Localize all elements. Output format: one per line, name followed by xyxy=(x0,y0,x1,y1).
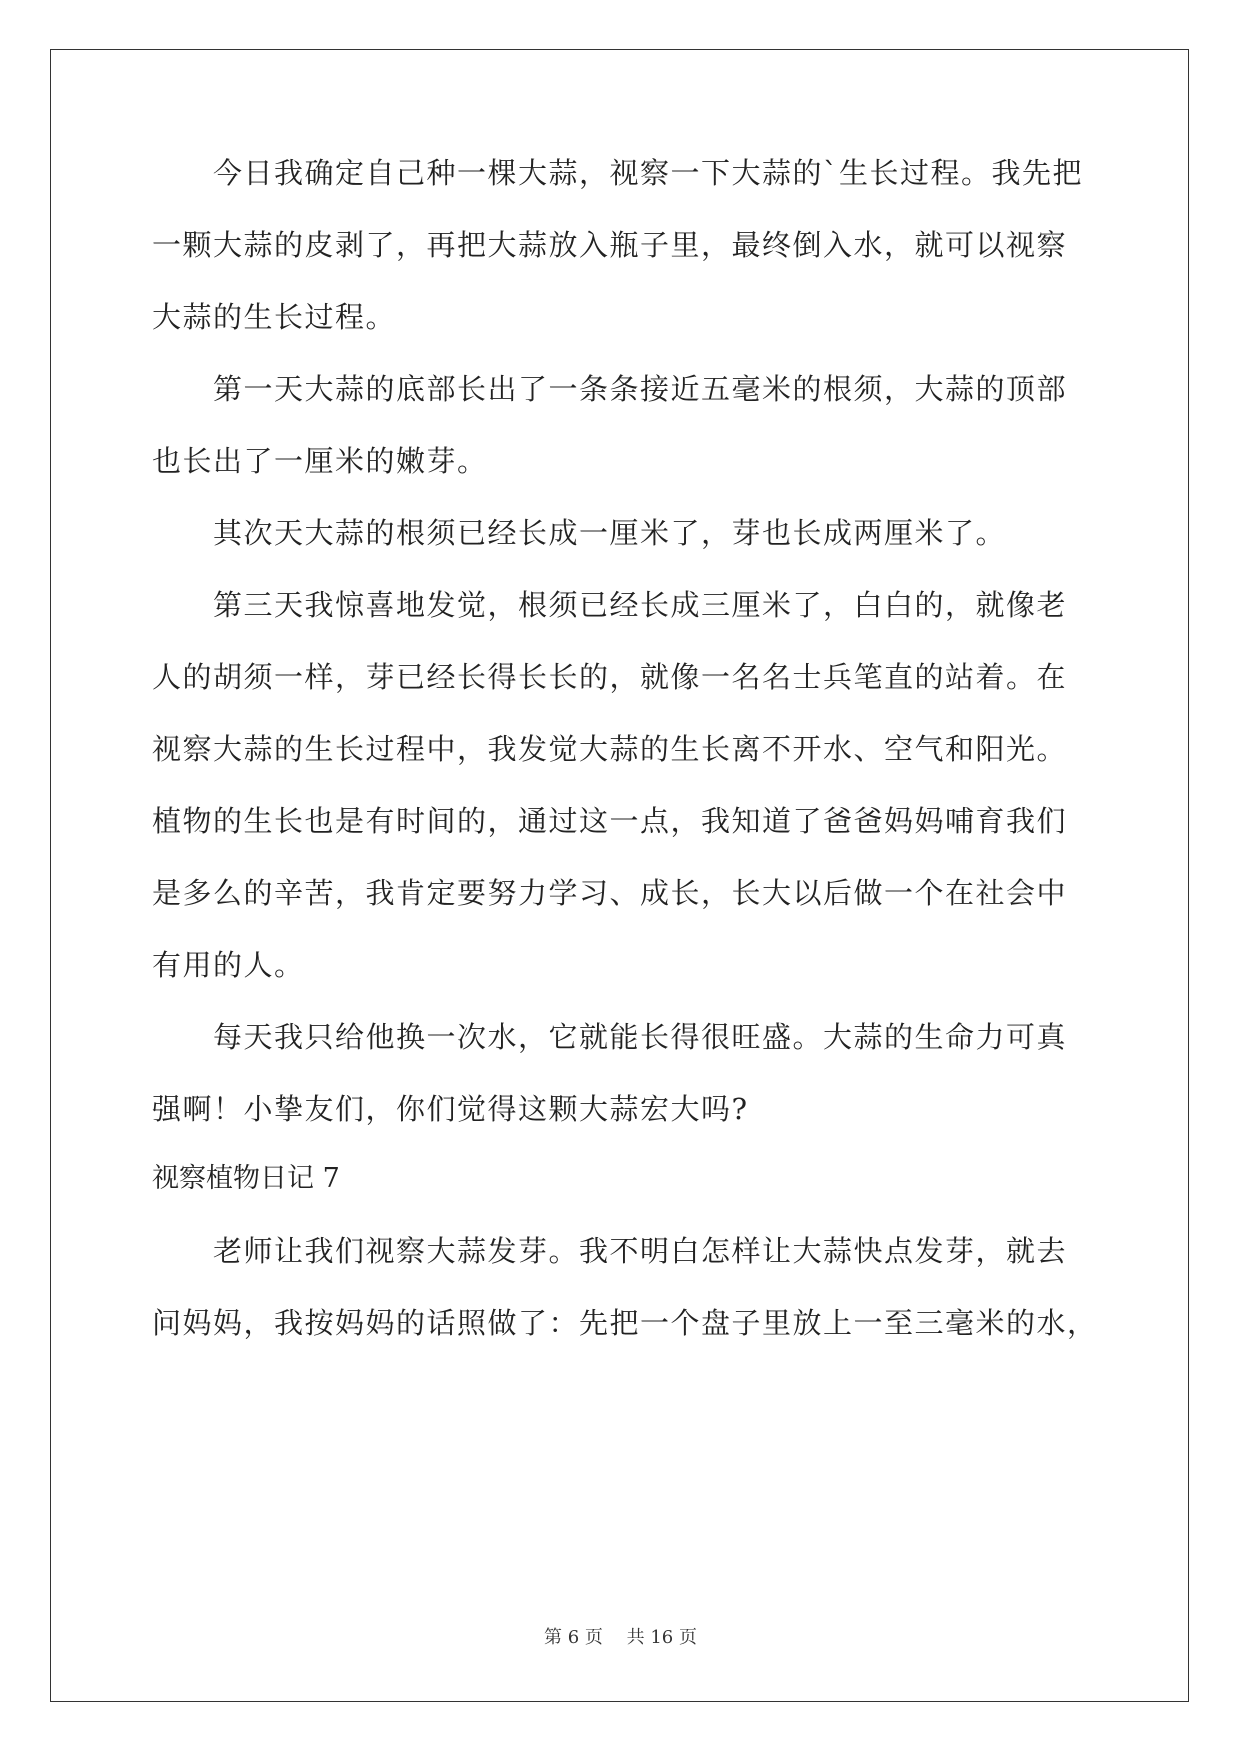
paragraph-line: 问妈妈，我按妈妈的话照做了：先把一个盘子里放上一至三毫米的水， xyxy=(152,1306,1098,1340)
paragraph-line: 其次天大蒜的根须已经长成一厘米了，芽也长成两厘米了。 xyxy=(152,516,1007,550)
paragraph-line: 也长出了一厘米的嫩芽。 xyxy=(152,444,488,478)
paragraph-line: 一颗大蒜的皮剥了，再把大蒜放入瓶子里，最终倒入水，就可以视察 xyxy=(152,228,1068,262)
paragraph-line: 视察大蒜的生长过程中，我发觉大蒜的生长离不开水、空气和阳光。 xyxy=(152,732,1068,766)
paragraph-line: 大蒜的生长过程。 xyxy=(152,300,397,334)
paragraph-line: 第三天我惊喜地发觉，根须已经长成三厘米了，白白的，就像老 xyxy=(152,588,1068,622)
paragraph-line: 有用的人。 xyxy=(152,948,305,982)
paragraph-line: 是多么的辛苦，我肯定要努力学习、成长，长大以后做一个在社会中 xyxy=(152,876,1068,910)
paragraph-line: 老师让我们视察大蒜发芽。我不明白怎样让大蒜快点发芽，就去 xyxy=(152,1234,1068,1268)
paragraph-line: 人的胡须一样，芽已经长得长长的，就像一名名士兵笔直的站着。在 xyxy=(152,660,1068,694)
section-heading: 视察植物日记 7 xyxy=(152,1163,340,1194)
paragraph-line: 强啊！小挚友们，你们觉得这颗大蒜宏大吗? xyxy=(152,1092,749,1126)
paragraph-line: 每天我只给他换一次水，它就能长得很旺盛。大蒜的生命力可真 xyxy=(152,1020,1068,1054)
paragraph-line: 第一天大蒜的底部长出了一条条接近五毫米的根须，大蒜的顶部 xyxy=(152,372,1068,406)
paragraph-line: 今日我确定自己种一棵大蒜，视察一下大蒜的`生长过程。我先把 xyxy=(152,156,1084,190)
paragraph-line: 植物的生长也是有时间的，通过这一点，我知道了爸爸妈妈哺育我们 xyxy=(152,804,1068,838)
page-footer: 第 6 页 共 16 页 xyxy=(544,1627,697,1648)
